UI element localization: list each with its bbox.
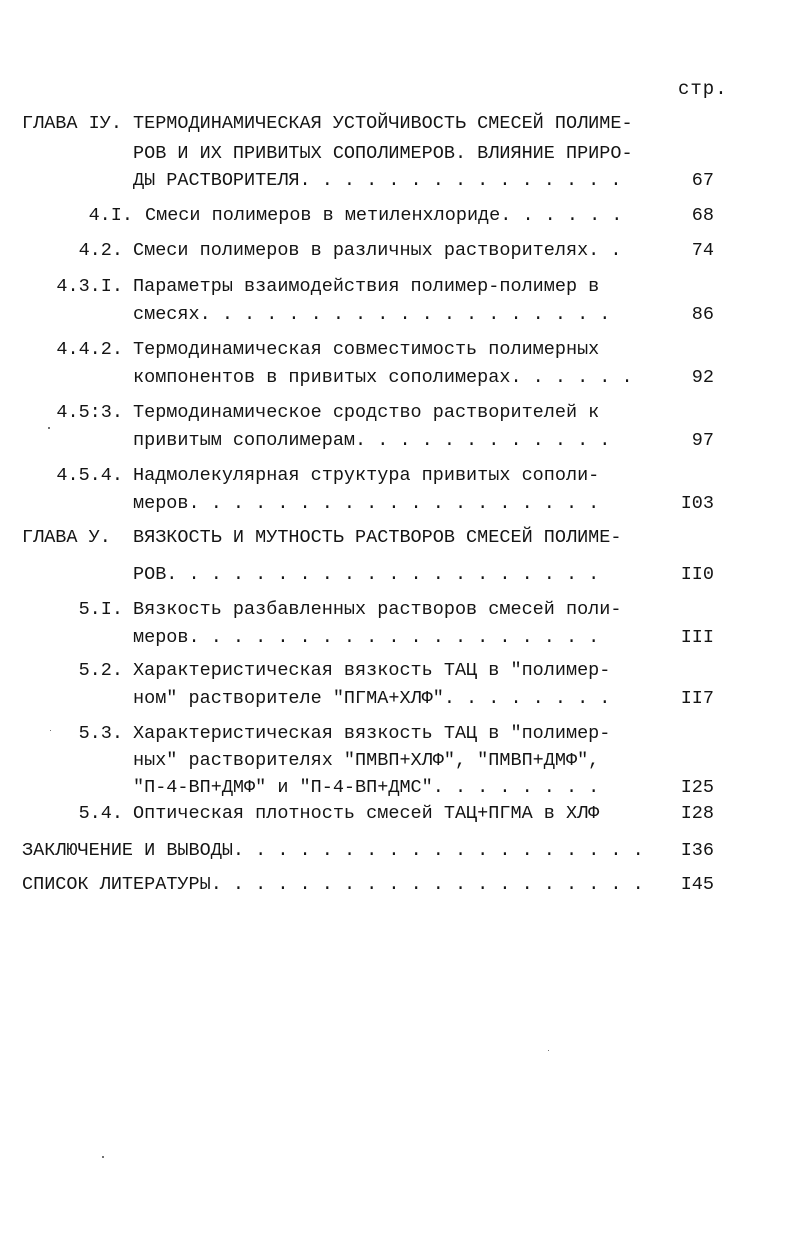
section-5-2-number: 5.2. <box>78 660 123 681</box>
section-5-1-title-line-2: меров. . . . . . . . . . . . . . . . . . . <box>133 627 600 648</box>
section-5-2-title-line-2: ном" растворителе "ПГМА+ХЛФ". . . . . . . . <box>133 688 611 709</box>
chapter-5-title-line-1: ВЯЗКОСТЬ И МУТНОСТЬ РАСТВОРОВ СМЕСЕЙ ПОЛИМЕ- <box>133 527 622 548</box>
chapter-4-title-line-2: РОВ И ИХ ПРИВИТЫХ СОПОЛИМЕРОВ. ВЛИЯНИЕ ПРИРО- <box>133 143 633 164</box>
section-4-5-3-page: 97 <box>691 430 714 451</box>
section-5-4-page: I28 <box>680 803 714 824</box>
section-4-1-page: 68 <box>691 205 714 226</box>
section-4-5-3-title-line-1: Термодинамическое сродство растворителей к <box>133 402 600 423</box>
conclusions-page: I36 <box>680 840 714 861</box>
section-4-3-1-page: 86 <box>691 304 714 325</box>
section-4-3-1-number: 4.3.I. <box>56 276 123 297</box>
section-5-3-title-line-1: Характеристическая вязкость ТАЦ в "полимер- <box>133 723 611 744</box>
section-4-4-2-title-line-2: компонентов в привитых сополимерах. . . . . . <box>133 367 633 388</box>
section-4-4-2-page: 92 <box>691 367 714 388</box>
section-4-2-page: 74 <box>691 240 714 261</box>
section-4-1-title: Смеси полимеров в метиленхлориде. . . . . . <box>145 205 623 226</box>
section-5-3-title-line-2: ных" растворителях "ПМВП+ХЛФ", "ПМВП+ДМФ", <box>133 750 600 771</box>
chapter-4-title-line-3: ДЫ РАСТВОРИТЕЛЯ. . . . . . . . . . . . . . . <box>133 170 622 191</box>
section-4-2-title: Смеси полимеров в различных растворителях. . <box>133 240 622 261</box>
section-5-1-page: III <box>680 627 714 648</box>
section-4-3-1-title-line-2: смесях. . . . . . . . . . . . . . . . . . . <box>133 304 611 325</box>
chapter-5-title-line-2: РОВ. . . . . . . . . . . . . . . . . . . . <box>133 564 600 585</box>
section-4-3-1-title-line-1: Параметры взаимодействия полимер-полимер в <box>133 276 600 297</box>
section-4-5-4-title-line-2: меров. . . . . . . . . . . . . . . . . . . <box>133 493 600 514</box>
section-5-1-number: 5.I. <box>78 599 123 620</box>
section-4-4-2-number: 4.4.2. <box>56 339 123 360</box>
scan-speck <box>548 1050 549 1051</box>
section-4-4-2-title-line-1: Термодинамическая совместимость полимерных <box>133 339 600 360</box>
scan-speck <box>48 427 50 429</box>
section-5-2-title-line-1: Характеристическая вязкость ТАЦ в "полимер- <box>133 660 611 681</box>
section-5-4-number: 5.4. <box>78 803 123 824</box>
section-5-3-number: 5.3. <box>78 723 123 744</box>
section-4-5-4-page: I03 <box>680 493 714 514</box>
section-4-5-3-title-line-2: привитым сополимерам. . . . . . . . . . . . <box>133 430 611 451</box>
page-column-label: стр. <box>678 78 728 100</box>
section-4-1-number: 4.I. <box>88 205 133 226</box>
references-page: I45 <box>680 874 714 895</box>
chapter-4-page: 67 <box>691 170 714 191</box>
section-5-2-page: II7 <box>680 688 714 709</box>
section-4-5-3-number: 4.5:3. <box>56 402 123 423</box>
section-4-5-4-title-line-1: Надмолекулярная структура привитых сополи- <box>133 465 600 486</box>
section-5-4-title: Оптическая плотность смесей ТАЦ+ПГМА в ХЛФ <box>133 803 600 824</box>
references-title: СПИСОК ЛИТЕРАТУРЫ. . . . . . . . . . . . . . . . . . . . <box>22 874 644 895</box>
chapter-4-label: ГЛАВА IУ. <box>22 113 122 134</box>
scan-speck <box>50 730 51 731</box>
chapter-5-label: ГЛАВА У. <box>22 527 111 548</box>
section-4-5-4-number: 4.5.4. <box>56 465 123 486</box>
chapter-5-page: II0 <box>680 564 714 585</box>
chapter-4-title-line-1: ТЕРМОДИНАМИЧЕСКАЯ УСТОЙЧИВОСТЬ СМЕСЕЙ ПОЛИМЕ- <box>133 113 633 134</box>
scan-speck <box>102 1156 104 1158</box>
section-5-1-title-line-1: Вязкость разбавленных растворов смесей поли- <box>133 599 622 620</box>
section-4-2-number: 4.2. <box>78 240 123 261</box>
section-5-3-page: I25 <box>680 777 714 798</box>
conclusions-title: ЗАКЛЮЧЕНИЕ И ВЫВОДЫ. . . . . . . . . . . . . . . . . . . <box>22 840 644 861</box>
section-5-3-title-line-3: "П-4-ВП+ДМФ" и "П-4-ВП+ДМС". . . . . . . . <box>133 777 600 798</box>
